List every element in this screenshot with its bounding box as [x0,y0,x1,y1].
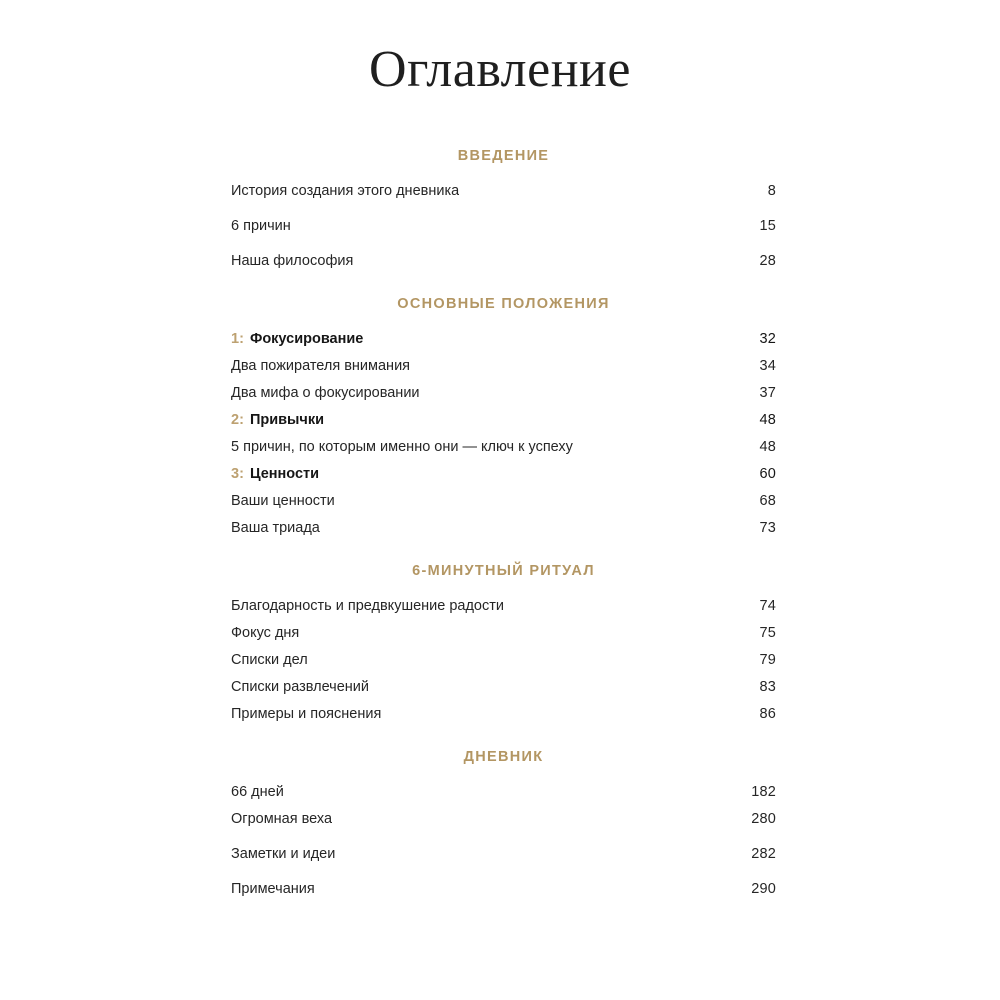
toc-entry-label [231,493,335,509]
toc-entry-label [231,784,284,800]
toc-chapter-entry[interactable] [231,331,776,347]
section-heading: ОСНОВНЫЕ ПОЛОЖЕНИЯ [397,296,610,312]
toc-entry-label [231,520,320,536]
toc-entry[interactable] [231,881,776,897]
toc-entry-text: Наша философия [231,253,354,269]
toc-entry-text: Два пожирателя внимания [231,358,411,374]
toc-entry[interactable] [231,652,776,668]
toc-entry-text: Фокусирование [249,331,364,347]
toc-entry-label [231,439,573,455]
toc-entry-page-number: 86 [759,706,776,722]
toc-entry-text: Заметки и идеи [231,846,336,862]
toc-entry-text: Огромная веха [231,811,333,827]
section-heading: ВВЕДЕНИЕ [457,148,550,164]
toc-content [231,96,776,897]
toc-entry[interactable] [231,253,776,269]
toc-entry[interactable] [231,439,776,455]
toc-entry-text: 6 причин [231,218,291,234]
toc-entry-label [231,652,308,668]
toc-entry-text: Списки развлечений [231,679,369,695]
page-title: Оглавление [369,41,631,98]
toc-entry-text: Примечания [231,881,315,897]
section-heading: 6-МИНУТНЫЙ РИТУАЛ [412,563,595,579]
toc-entry-text: Привычки [249,412,325,428]
toc-section [231,749,776,897]
toc-section [231,296,776,536]
toc-entry-text: Ваши ценности [231,493,335,509]
toc-entry-text: Благодарность и предвкушение радости [231,598,504,614]
toc-entry-page-number: 37 [759,385,776,401]
toc-entry-text: Ценности [249,466,320,482]
toc-entry-label [231,881,315,897]
toc-entry-page-number: 48 [759,439,776,455]
toc-entry-label [231,331,363,347]
toc-entry-text: Ваша триада [231,520,320,536]
toc-entry-label [231,385,420,401]
section-heading: ДНЕВНИК [463,749,544,765]
toc-entry[interactable] [231,183,776,199]
toc-entry-label [231,358,410,374]
toc-entry-number: 2: [231,412,244,428]
toc-entry-label [231,218,291,234]
toc-entry[interactable] [231,385,776,401]
toc-entry-page-number: 48 [759,412,776,428]
section-entry-list [231,183,776,269]
toc-entry-page-number: 182 [751,784,776,800]
toc-entry[interactable] [231,811,776,827]
toc-entry-label [231,625,299,641]
toc-entry-label [231,183,459,199]
toc-entry-page-number: 73 [759,520,776,536]
toc-entry[interactable] [231,520,776,536]
toc-entry-page-number: 75 [759,625,776,641]
toc-entry[interactable] [231,784,776,800]
toc-entry-page-number: 74 [759,598,776,614]
toc-entry-page-number: 28 [759,253,776,269]
toc-entry-page-number: 34 [759,358,776,374]
toc-entry-label [231,679,369,695]
toc-entry-label [231,598,504,614]
section-entry-list [231,784,776,897]
toc-entry[interactable] [231,358,776,374]
toc-entry-label [231,811,332,827]
toc-entry[interactable] [231,218,776,234]
toc-section [231,563,776,722]
toc-entry-label [231,846,335,862]
toc-entry[interactable] [231,625,776,641]
toc-entry[interactable] [231,846,776,862]
toc-chapter-entry[interactable] [231,466,776,482]
toc-chapter-entry[interactable] [231,412,776,428]
toc-entry-text: Два мифа о фокусировании [231,385,420,401]
toc-entry-page-number: 280 [751,811,776,827]
toc-entry-label [231,412,324,428]
toc-entry-label [231,253,353,269]
section-entry-list [231,331,776,536]
toc-entry-number: 1: [231,331,244,347]
toc-entry-page-number: 83 [759,679,776,695]
toc-entry-page-number: 68 [759,493,776,509]
toc-entry-label [231,466,319,482]
toc-entry[interactable] [231,706,776,722]
toc-entry-text: История создания этого дневника [231,183,460,199]
toc-entry-page-number: 15 [759,218,776,234]
toc-entry-page-number: 282 [751,846,776,862]
toc-section [231,148,776,269]
toc-entry-page-number: 290 [751,881,776,897]
toc-entry[interactable] [231,598,776,614]
toc-entry-page-number: 79 [759,652,776,668]
toc-entry-page-number: 8 [767,183,776,199]
toc-entry-text: 66 дней [231,784,284,800]
toc-entry[interactable] [231,493,776,509]
toc-entry-text: Списки дел [231,652,308,668]
toc-entry-page-number: 60 [759,466,776,482]
toc-entry-text: 5 причин, по которым именно они — ключ к успеху [231,439,573,455]
toc-entry-text: Фокус дня [231,625,300,641]
toc-entry-number: 3: [231,466,244,482]
toc-entry-label [231,706,381,722]
toc-entry-text: Примеры и пояснения [231,706,382,722]
toc-entry-page-number: 32 [759,331,776,347]
toc-entry[interactable] [231,679,776,695]
section-entry-list [231,598,776,722]
